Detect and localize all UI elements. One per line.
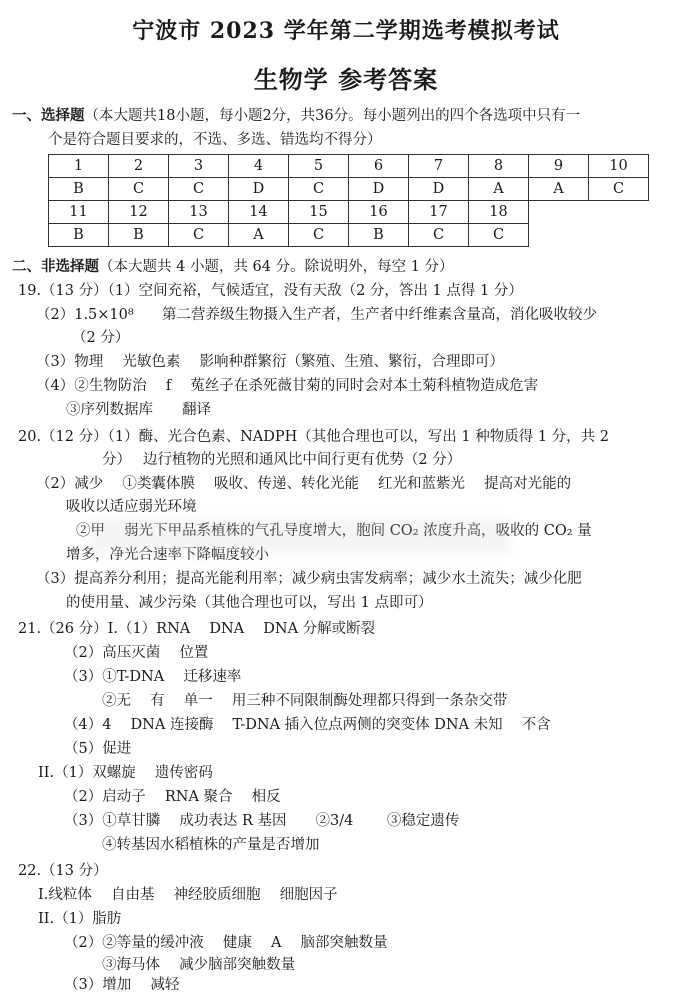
q21-II-part1: II.（1）双螺旋 遗传密码 (38, 765, 213, 781)
q21-I-part5: （5）促进 (64, 741, 132, 757)
table-cell: A (469, 178, 529, 201)
q20-part3-b: 的使用量、减少污染（其他合理也可以，写出 1 点即可） (66, 595, 433, 611)
q19-part2-explanation: 第二营养级生物摄入生产者，生产者中纤维素含量高，消化吸收较少 (162, 307, 597, 323)
table-cell: A (229, 224, 289, 247)
table-cell: B (349, 224, 409, 247)
q21-I-part3-a: （3）①T-DNA 迁移速率 (64, 669, 242, 685)
table-cell: 15 (289, 201, 349, 224)
table-cell: D (409, 178, 469, 201)
q19-part1: 19.（13 分）（1）空间充裕，气候适宜，没有天敌（2 分，答出 1 点得 1 分） (18, 283, 523, 299)
table-cell: C (169, 224, 229, 247)
table-cell: B (49, 224, 109, 247)
document-subtitle: 生物学 参考答案 (253, 65, 439, 94)
table-row-answers-2 (49, 224, 649, 247)
q19-part2-answer: （2）1.5×10⁸ (36, 307, 134, 323)
table-cell: B (109, 224, 169, 247)
section2-desc: （本大题共 4 小题，共 64 分。除说明外，每空 1 分） (99, 259, 454, 275)
table-cell: 17 (409, 201, 469, 224)
table-cell: C (469, 224, 529, 247)
table-row-numbers-2 (49, 201, 649, 224)
section1-desc-line1: （本大题共18小题，每小题2分，共36分。每小题列出的四个各选项中只有一 (84, 108, 581, 124)
q22-II-part2-a: （2）②等量的缓冲液 健康 A 脑部突触数量 (64, 935, 388, 951)
table-cell-empty (589, 224, 649, 247)
table-cell: A (529, 178, 589, 201)
q19-part3: （3）物理 光敏色素 影响种群繁衍（繁殖、生殖、繁衍，合理即可） (36, 354, 504, 370)
document-title: 宁波市 2023 学年第二学期选考模拟考试 (132, 18, 560, 44)
watermark-smudge (90, 518, 510, 554)
q19-part4-a: （4）②生物防治 f 菟丝子在杀死薇甘菊的同时会对本土菊科植物造成危害 (36, 378, 539, 394)
table-cell: 4 (229, 155, 289, 178)
table-cell: 2 (109, 155, 169, 178)
table-cell: C (589, 178, 649, 201)
q22-I: I.线粒体 自由基 神经胶质细胞 细胞因子 (38, 887, 338, 903)
q20-part2-c: ②甲 弱光下甲品系植株的气孔导度增大，胞间 CO₂ 浓度升高，吸收的 CO₂ 量 (76, 523, 592, 539)
q20-part1-cont: 分） 边行植物的光照和通风比中间行更有优势（2 分） (102, 452, 462, 468)
q20-part2-a: （2）减少 ①类囊体膜 吸收、传递、转化光能 红光和蓝紫光 提高对光能的 (36, 476, 572, 492)
q22-II-part2-b: ③海马体 减少脑部突触数量 (102, 957, 296, 973)
q19-part2-score: （2 分） (72, 330, 130, 346)
q21-II-part3-b: ④转基因水稻植株的产量是否增加 (102, 837, 320, 853)
table-cell: 7 (409, 155, 469, 178)
table-cell: 6 (349, 155, 409, 178)
table-cell-empty (529, 201, 589, 224)
q21-I-part3-b: ②无 有 单一 用三种不同限制酶处理都只得到一条杂交带 (102, 693, 508, 709)
table-cell: 14 (229, 201, 289, 224)
section2-label: 二、非选择题 (12, 258, 99, 275)
section2-heading (12, 257, 454, 277)
table-cell: 12 (109, 201, 169, 224)
q19-part4-b: ③序列数据库 翻译 (66, 402, 211, 418)
table-row-answers-1 (49, 178, 649, 201)
table-cell: C (409, 224, 469, 247)
q20-part3-a: （3）提高养分利用；提高光能利用率；减少病虫害发病率；减少水土流失；减少化肥 (36, 571, 582, 587)
table-row-numbers-1 (49, 155, 649, 178)
table-cell: B (49, 178, 109, 201)
table-cell: C (289, 178, 349, 201)
table-cell-empty (529, 224, 589, 247)
table-cell-empty (589, 201, 649, 224)
table-cell: C (289, 224, 349, 247)
table-cell: C (169, 178, 229, 201)
q20-part2-d: 增多，净光合速率下降幅度较小 (66, 547, 269, 563)
table-cell: 13 (169, 201, 229, 224)
section1-heading (12, 106, 580, 126)
q20-part1: 20.（12 分）（1）酶、光合色素、NADPH（其他合理也可以，写出 1 种物质得 1 分，共 2 (18, 429, 609, 445)
table-cell: C (109, 178, 169, 201)
q21-I-part2: （2）高压灭菌 位置 (64, 645, 209, 661)
table-cell: 10 (589, 155, 649, 178)
q22-II-part3: （3）增加 减轻 (64, 977, 180, 993)
table-cell: 1 (49, 155, 109, 178)
q21-I-part4: （4）4 DNA 连接酶 T-DNA 插入位点两侧的突变体 DNA 未知 不含 (64, 717, 551, 733)
table-cell: 11 (49, 201, 109, 224)
table-cell: 18 (469, 201, 529, 224)
table-cell: 5 (289, 155, 349, 178)
q22-heading: 22.（13 分） (18, 863, 108, 879)
q21-II-part2: （2）启动子 RNA 聚合 相反 (64, 789, 281, 805)
answer-table (48, 154, 649, 247)
q21-II-part3-a: （3）①草甘膦 成功表达 R 基因 ②3/4 ③稳定遗传 (64, 813, 460, 829)
table-cell: D (229, 178, 289, 201)
q20-part2-b: 吸收以适应弱光环境 (66, 499, 197, 515)
q21-I-part1: 21.（26 分）I.（1）RNA DNA DNA 分解或断裂 (18, 621, 376, 637)
section1-desc-line2: 个是符合题目要求的，不选、多选、错选均不得分） (48, 132, 382, 148)
section1-label: 一、选择题 (12, 107, 85, 124)
table-cell: 3 (169, 155, 229, 178)
table-cell: 8 (469, 155, 529, 178)
q22-II-part1: II.（1）脂肪 (38, 911, 122, 927)
table-cell: D (349, 178, 409, 201)
table-cell: 9 (529, 155, 589, 178)
table-cell: 16 (349, 201, 409, 224)
